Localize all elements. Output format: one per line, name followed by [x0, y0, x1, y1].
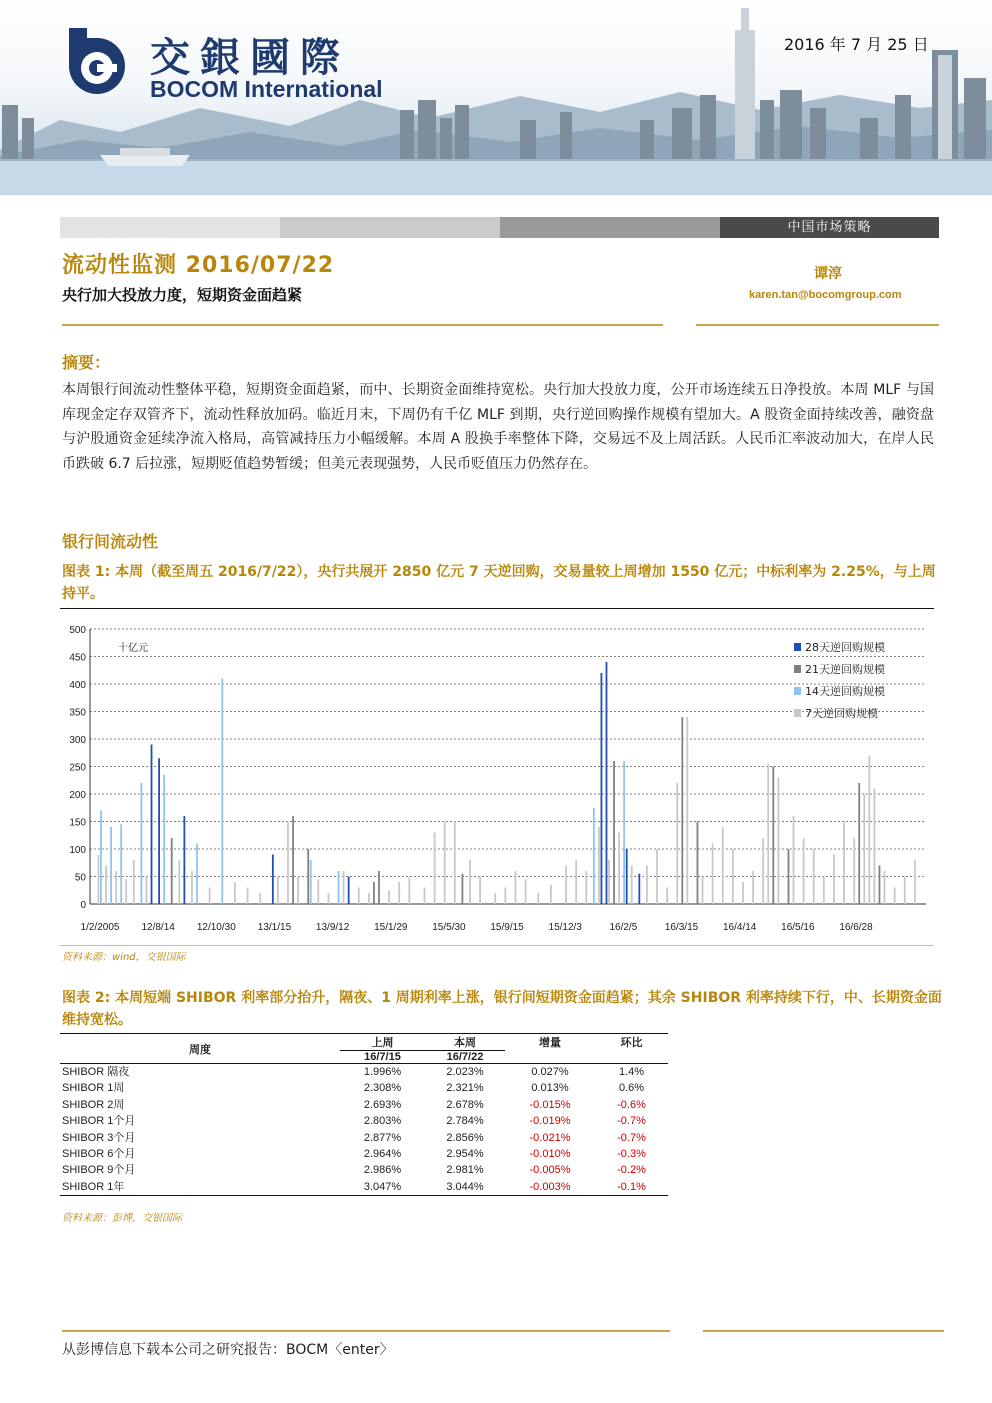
- this-week-value: 2.678%: [446, 1098, 484, 1111]
- bar-7d: [777, 778, 779, 905]
- pct-value: -0.1%: [595, 1179, 668, 1196]
- bar-7d: [833, 855, 835, 905]
- legend-label-21d: 21天逆回购规模: [805, 663, 885, 676]
- col-period: 周度: [189, 1043, 211, 1056]
- y-tick-label: 150: [69, 817, 86, 829]
- change-value: 0.027%: [505, 1064, 595, 1081]
- header-banner: [0, 0, 992, 195]
- author-email[interactable]: karen.tan@bocomgroup.com: [749, 289, 902, 301]
- bar-7d: [767, 764, 769, 904]
- document-title: 流动性监测 2016/07/22: [62, 253, 335, 278]
- change-value: 0.013%: [531, 1082, 569, 1095]
- last-week-value: 3.047%: [340, 1179, 425, 1196]
- bar-14d: [221, 679, 223, 905]
- bar-7d: [297, 877, 299, 905]
- bar-7d: [598, 827, 600, 904]
- pct-value: -0.7%: [617, 1115, 646, 1128]
- unit-label: 十亿元: [118, 643, 148, 654]
- legend-label-28d: 28天逆回购规模: [805, 641, 885, 654]
- bar-7d: [666, 888, 668, 905]
- table-header-row: [60, 1034, 668, 1051]
- bar-7d: [914, 860, 916, 904]
- bar-21d: [378, 871, 380, 904]
- x-tick-label: 1/2/2005: [80, 922, 120, 933]
- legend-swatch-7d: [794, 709, 801, 717]
- bar-7d: [434, 833, 436, 905]
- pct-value: -0.2%: [617, 1164, 646, 1177]
- x-tick-label: 15/9/15: [490, 922, 524, 933]
- bar-7d: [686, 717, 688, 904]
- bar-7d: [608, 860, 610, 904]
- bar-7d: [454, 822, 456, 905]
- row-label: SHIBOR 3个月: [62, 1131, 136, 1144]
- this-week-value: 2.784%: [446, 1115, 484, 1128]
- row-label: SHIBOR 6个月: [62, 1148, 136, 1161]
- bar-7d: [565, 866, 567, 905]
- bar-7d: [209, 888, 211, 905]
- brand-name-english: BOCOM International: [150, 76, 383, 102]
- bar-7d: [585, 871, 587, 904]
- pct-value: -0.3%: [617, 1148, 646, 1161]
- last-week-value: 2.803%: [363, 1115, 402, 1128]
- bar-14d: [338, 871, 340, 904]
- bar-7d: [388, 890, 390, 904]
- bar-7d: [358, 888, 360, 905]
- bar-7d: [874, 789, 876, 905]
- bar-7d: [575, 860, 577, 904]
- figure1-source: 资料来源：wind，交银国际: [62, 952, 186, 963]
- bar-7d: [504, 888, 506, 905]
- last-week-value: 2.964%: [363, 1148, 402, 1161]
- bar-7d: [722, 827, 724, 904]
- change-value: -0.010%: [529, 1148, 571, 1161]
- bar-7d: [803, 838, 805, 904]
- figure1-title: 图表 1: 本周（截至周五 2016/7/22），央行共展开 2850 亿元 7 天逆回购，交易量较上周增加 1550 亿元；中标利率为 2.25%，与上周持平。: [62, 564, 936, 602]
- bar-21d: [307, 849, 309, 904]
- table-row: [60, 1179, 668, 1196]
- bar-21d: [462, 874, 464, 904]
- table-row: [60, 1146, 668, 1162]
- author-name: 谭淳: [814, 266, 842, 282]
- title-rule: [62, 324, 663, 326]
- x-tick-label: 12/10/30: [196, 922, 236, 933]
- bar-7d: [732, 849, 734, 904]
- footer-rule-right: [703, 1330, 944, 1332]
- bar-14d: [623, 761, 625, 904]
- change-value: -0.019%: [529, 1115, 571, 1128]
- bar-14d: [110, 827, 112, 904]
- bar-28d: [272, 855, 274, 905]
- x-tick-label: 16/6/28: [839, 922, 873, 933]
- y-tick-label: 0: [80, 900, 86, 911]
- bar-7d: [676, 783, 678, 904]
- bar-7d: [894, 888, 896, 905]
- bar-28d: [151, 745, 153, 905]
- bar-21d: [879, 866, 881, 905]
- bar-7d: [125, 879, 127, 904]
- change-value: -0.003%: [505, 1179, 595, 1196]
- y-tick-label: 350: [69, 707, 86, 719]
- col-this-week: 本周: [454, 1037, 476, 1049]
- x-tick-label: 16/5/16: [781, 922, 815, 933]
- author-rule: [696, 324, 939, 326]
- y-tick-label: 300: [69, 735, 86, 746]
- row-label: SHIBOR 2周: [62, 1098, 125, 1111]
- bar-7d: [618, 833, 620, 905]
- legend-label-14d: 14天逆回购规模: [805, 685, 885, 698]
- bar-7d: [525, 879, 527, 904]
- bar-7d: [277, 877, 279, 905]
- bar-7d: [328, 893, 330, 904]
- bar-7d: [537, 893, 539, 904]
- bar-7d: [813, 849, 815, 904]
- bar-7d: [904, 877, 906, 905]
- table-row: [60, 1064, 668, 1081]
- summary-heading: 摘要：: [62, 353, 111, 372]
- bar-21d: [788, 849, 790, 904]
- col-this-week-date: 16/7/22: [446, 1051, 484, 1063]
- figure2-source: 资料来源：彭博，交银国际: [62, 1213, 182, 1224]
- x-tick-label: 16/2/5: [609, 922, 638, 933]
- bar-7d: [515, 871, 517, 904]
- bar-7d: [712, 844, 714, 905]
- row-label: SHIBOR 1周: [62, 1082, 125, 1095]
- bar-7d: [550, 885, 552, 904]
- bar-14d: [310, 860, 312, 904]
- last-week-value: 2.308%: [363, 1082, 402, 1095]
- bar-7d: [823, 877, 825, 905]
- y-tick-label: 500: [69, 625, 86, 636]
- change-value: -0.015%: [529, 1098, 571, 1111]
- bar-21d: [171, 838, 173, 904]
- bar-7d: [742, 882, 744, 904]
- bar-7d: [368, 893, 370, 904]
- this-week-value: 2.856%: [446, 1131, 484, 1144]
- bar-14d: [593, 808, 595, 904]
- bar-28d: [626, 849, 628, 904]
- x-tick-label: 13/9/12: [315, 922, 350, 933]
- bar-7d: [98, 855, 100, 905]
- pct-value: 1.4%: [595, 1064, 668, 1081]
- x-tick-label: 12/8/14: [141, 922, 175, 933]
- y-tick-label: 250: [69, 762, 86, 774]
- figure2-title: 图表 2: 本周短端 SHIBOR 利率部分抬升，隔夜、1 周期利率上涨，银行间短期资金面趋紧；其余 SHIBOR 利率持续下行，中、长期资金面维持宽松。: [62, 990, 942, 1028]
- bar-7d: [343, 871, 345, 904]
- bar-28d: [606, 662, 608, 904]
- bar-7d: [146, 877, 148, 905]
- bar-7d: [656, 849, 658, 904]
- legend-swatch-14d: [794, 687, 801, 695]
- row-label: SHIBOR 1个月: [62, 1115, 136, 1128]
- bar-7d: [191, 871, 193, 904]
- bar-7d: [752, 871, 754, 904]
- bar-21d: [772, 767, 774, 905]
- bar-7d: [469, 860, 471, 904]
- row-label: SHIBOR 9个月: [62, 1164, 136, 1177]
- this-week-value: 2.981%: [446, 1164, 484, 1177]
- bar-7d: [793, 816, 795, 904]
- pct-value: -0.7%: [617, 1131, 646, 1144]
- bar-7d: [115, 871, 117, 904]
- bar-7d: [494, 893, 496, 904]
- y-tick-label: 450: [69, 652, 86, 664]
- bar-14d: [196, 844, 198, 905]
- bar-21d: [613, 761, 615, 904]
- brand-name-chinese: 交銀國際: [150, 34, 350, 81]
- bar-21d: [697, 822, 699, 905]
- figure1-chart: [60, 608, 934, 946]
- col-change: 增量: [539, 1037, 561, 1049]
- bar-7d: [398, 882, 400, 904]
- bar-28d: [158, 758, 160, 904]
- bar-7d: [444, 822, 446, 905]
- bar-21d: [292, 816, 294, 904]
- bar-7d: [863, 794, 865, 904]
- bar-7d: [317, 879, 319, 904]
- bocom-logo-icon: [57, 26, 127, 96]
- bar-21d: [373, 882, 375, 904]
- col-last-week: 上周: [371, 1037, 394, 1049]
- last-week-value: 1.996%: [340, 1064, 425, 1081]
- bar-7d: [234, 882, 236, 904]
- row-label: SHIBOR 隔夜: [60, 1064, 340, 1081]
- last-week-value: 2.877%: [363, 1131, 402, 1144]
- bar-7d: [178, 860, 180, 904]
- bar-28d: [638, 874, 640, 904]
- bar-14d: [120, 824, 122, 904]
- last-week-value: 2.986%: [363, 1164, 402, 1177]
- bar-28d: [601, 673, 603, 904]
- table-row: [60, 1162, 668, 1178]
- col-last-week-date: 16/7/15: [364, 1051, 401, 1063]
- bar-14d: [163, 775, 165, 904]
- y-tick-label: 200: [69, 790, 86, 801]
- bar-7d: [133, 860, 135, 904]
- footer-text: 从彭博信息下载本公司之研究报告：BOCM〈enter〉: [62, 1342, 394, 1358]
- bar-7d: [479, 877, 481, 905]
- table-row: [60, 1080, 668, 1096]
- bar-7d: [843, 822, 845, 905]
- bar-14d: [140, 783, 142, 904]
- x-tick-label: 15/1/29: [374, 922, 408, 933]
- table-row: [60, 1113, 668, 1129]
- bar-7d: [646, 866, 648, 905]
- change-value: -0.021%: [529, 1131, 571, 1144]
- summary-body: 本周银行间流动性整体平稳，短期资金面趋紧，而中、长期资金面维持宽松。央行加大投放力度，公开市场连续五日净投放。本周 MLF 与国库现金定存双管齐下，流动性释放加码。临近月末，下周仍有千亿 MLF 到期，央行逆回购操作规模有望加大。A 股资金面持续改善，融资盘与沪股通资金延续净流入格局，高管减持压力小幅缓解。本周 A 股换手率整体下降，交易远不及上周活跃。人民币汇率波动加大，在岸人民币跌破 6.7 后拉涨，短期贬值趋势暂缓；但美元表现强势，人民币贬值压力仍然存在。: [62, 382, 934, 472]
- this-week-value: 2.023%: [425, 1064, 505, 1081]
- pct-value: 0.6%: [618, 1082, 645, 1095]
- x-tick-label: 16/3/15: [664, 922, 699, 933]
- bar-7d: [259, 893, 261, 904]
- bar-7d: [287, 822, 289, 905]
- this-week-value: 3.044%: [425, 1179, 505, 1196]
- change-value: -0.005%: [529, 1164, 571, 1177]
- bar-21d: [858, 783, 860, 904]
- last-week-value: 2.693%: [363, 1098, 402, 1111]
- bar-7d: [424, 888, 426, 905]
- section-heading: 银行间流动性: [62, 532, 159, 551]
- x-tick-label: 15/12/3: [548, 922, 582, 933]
- this-week-value: 2.321%: [446, 1082, 484, 1095]
- y-tick-label: 50: [74, 872, 86, 884]
- x-tick-label: 15/5/30: [432, 922, 466, 933]
- skyline-image: [0, 0, 992, 195]
- bar-7d: [884, 871, 886, 904]
- shibor-table: [60, 1033, 668, 1196]
- x-tick-label: 16/4/14: [723, 922, 757, 933]
- bar-7d: [247, 888, 249, 905]
- bar-7d: [868, 756, 870, 905]
- footer-rule-left: [62, 1330, 670, 1332]
- x-tick-label: 13/1/15: [257, 922, 292, 933]
- report-date: 2016 年 7 月 25 日: [784, 35, 929, 54]
- bar-7d: [631, 866, 633, 905]
- legend-swatch-21d: [794, 665, 801, 673]
- bar-7d: [702, 877, 704, 905]
- bar-7d: [105, 866, 107, 905]
- table-row: [60, 1097, 668, 1113]
- bar-7d: [853, 838, 855, 904]
- chart-legend: [794, 640, 885, 720]
- reverse-repo-chart: [60, 609, 934, 943]
- col-pct: 环比: [620, 1037, 643, 1049]
- legend-label-7d: 7天逆回购规模: [805, 707, 878, 720]
- legend-swatch-28d: [794, 643, 801, 651]
- bar-21d: [681, 717, 683, 904]
- bar-7d: [762, 838, 764, 904]
- bar-14d: [100, 811, 102, 905]
- sector-label: 中国市场策略: [787, 220, 872, 235]
- this-week-value: 2.954%: [446, 1148, 484, 1161]
- table-row: [60, 1130, 668, 1146]
- row-label: SHIBOR 1年: [60, 1179, 340, 1196]
- pct-value: -0.6%: [617, 1098, 646, 1111]
- bar-28d: [348, 877, 350, 905]
- bar-28d: [183, 816, 185, 904]
- bar-7d: [408, 877, 410, 905]
- y-tick-label: 100: [69, 845, 86, 856]
- document-subtitle: 央行加大投放力度，短期资金面趋紧: [62, 286, 303, 304]
- y-tick-label: 400: [69, 680, 86, 691]
